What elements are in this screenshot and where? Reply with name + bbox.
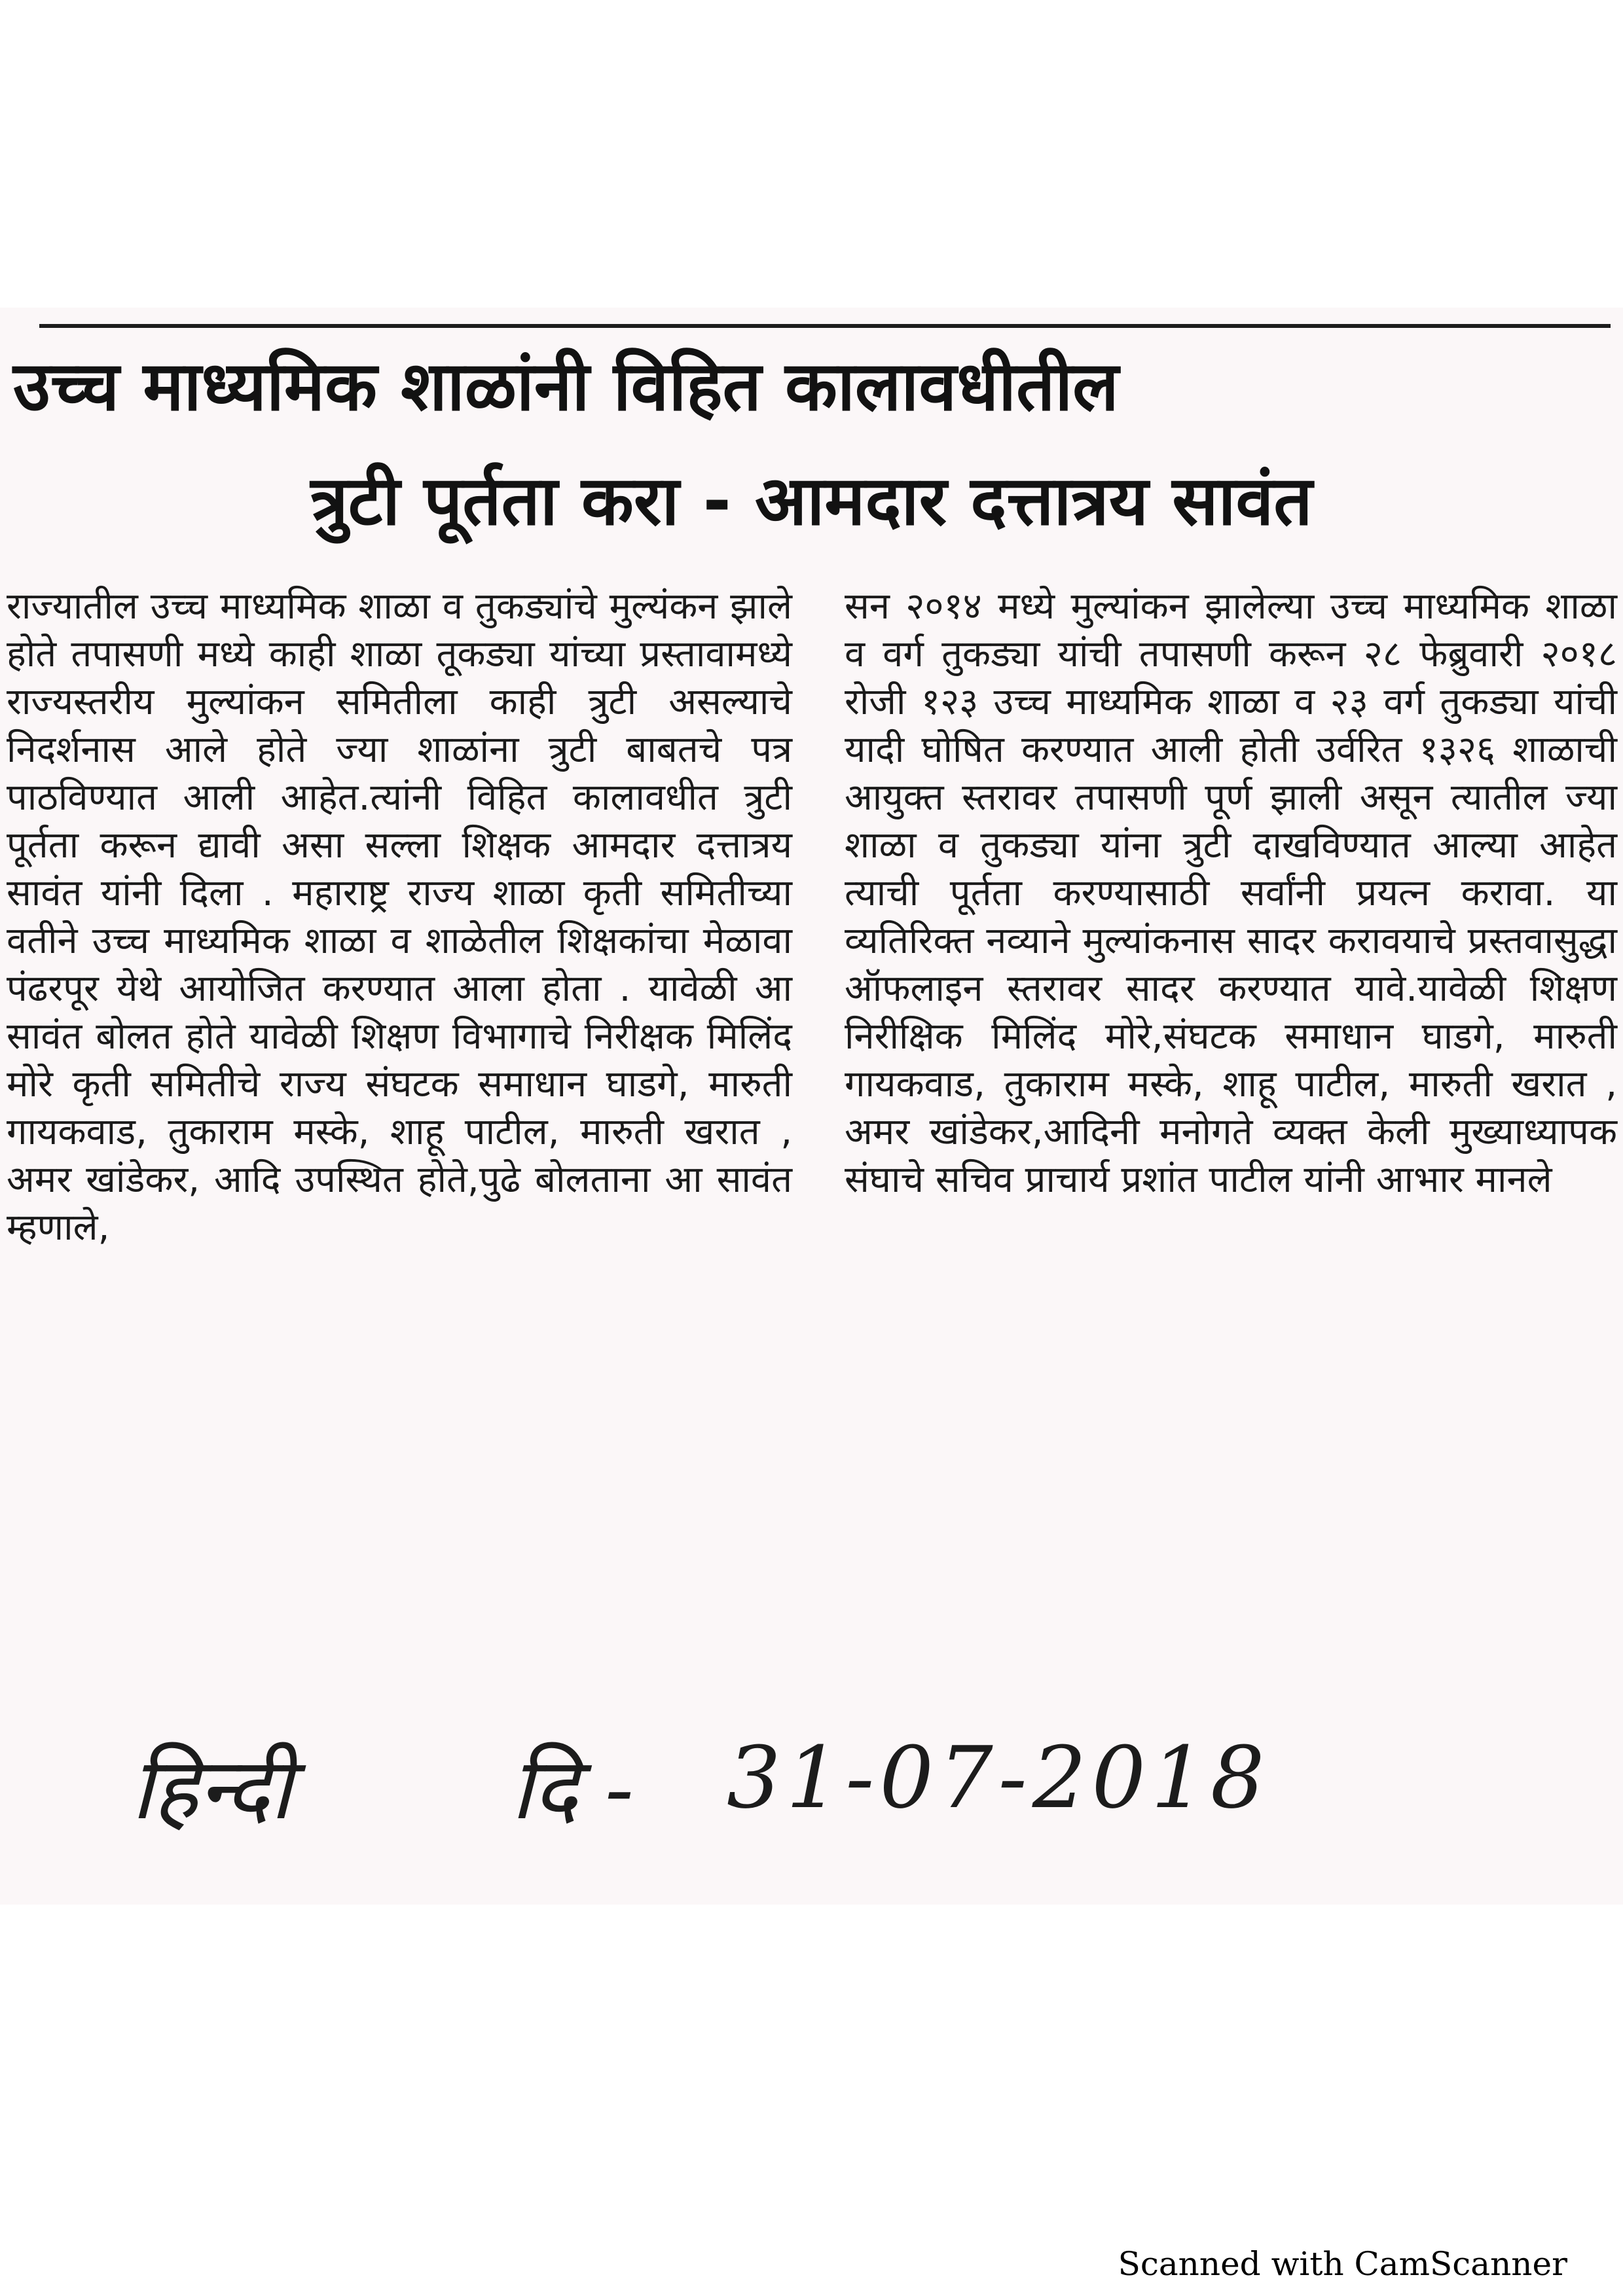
handwritten-source: हिन्दी (131, 1739, 292, 1839)
headline-line-1: उच्च माध्यमिक शाळांनी विहित कालावधीतील (13, 346, 1119, 426)
top-rule (39, 324, 1611, 328)
headline-line-2: त्रुटी पूर्तता करा - आमदार दत्तात्रय सावंत (310, 461, 1313, 541)
article-column-left: राज्यातील उच्च माध्यमिक शाळा व तुकड्यांचे मुल्यंकन झाले होते तपासणी मध्ये काही शाळा तूकड्या यांच्या प्रस्तावामध्ये राज्यस्तरीय मुल्यांकन समितीला काही त्रुटी असल्याचे निदर्शनास आले होते ज्या शाळांना त्रुटी बाबतचे पत्र पाठविण्यात आली आहेत.त्यांनी विहित कालावधीत त्रुटी पूर्तता करून द्यावी असा सल्ला शिक्षक आमदार दत्तात्रय सावंत यांनी दिला . महाराष्ट्र राज्य शाळा कृती समितीच्या वतीने उच्च माध्यमिक शाळा व शाळेतील शिक्षकांचा मेळावा पंढरपूर येथे आयोजित करण्यात आला होता . यावेळी आ सावंत बोलत होते यावेळी शिक्षण विभागाचे निरीक्षक मिलिंद मोरे कृती समितीचे राज्य संघटक समाधान घाडगे, मारुती गायकवाड, तुकाराम मस्के, शाहू पाटील, मारुती खरात , अमर खांडेकर, आदि उपस्थित होते,पुढे बोलताना आ सावंत म्हणाले, (7, 585, 792, 1249)
handwritten-date: 31-07-2018 (727, 1728, 1270, 1827)
scanner-watermark: Scanned with CamScanner (1118, 2245, 1567, 2283)
article-column-right: सन २०१४ मध्ये मुल्यांकन झालेल्या उच्च माध्यमिक शाळा व वर्ग तुकड्या यांची तपासणी करून २८ फेब्रुवारी २०१८ रोजी १२३ उच्च माध्यमिक शाळा व २३ वर्ग तुकड्या यांची यादी घोषित करण्यात आली होती उर्वरित १३२६ शाळाची आयुक्त स्तरावर तपासणी पूर्ण झाली असून त्यातील ज्या शाळा व तुकड्या यांना त्रुटी दाखविण्यात आल्या आहेत त्याची पूर्तता करण्यासाठी सर्वांनी प्रयत्न करावा. या व्यतिरिक्त नव्याने मुल्यांकनास सादर करावयाचे प्रस्तवासुद्धा ऑफलाइन स्तरावर सादर करण्यात यावे.यावेळी शिक्षण निरीक्षिक मिलिंद मोरे,संघटक समाधान घाडगे, मारुती गायकवाड, तुकाराम मस्के, शाहू पाटील, मारुती खरात , अमर खांडेकर,आदिनी मनोगते व्यक्त केली मुख्याध्यापक संघाचे सचिव प्राचार्य प्रशांत पाटील यांनी आभार मानले (845, 585, 1617, 1201)
handwritten-date-prefix: दि - (511, 1739, 634, 1839)
